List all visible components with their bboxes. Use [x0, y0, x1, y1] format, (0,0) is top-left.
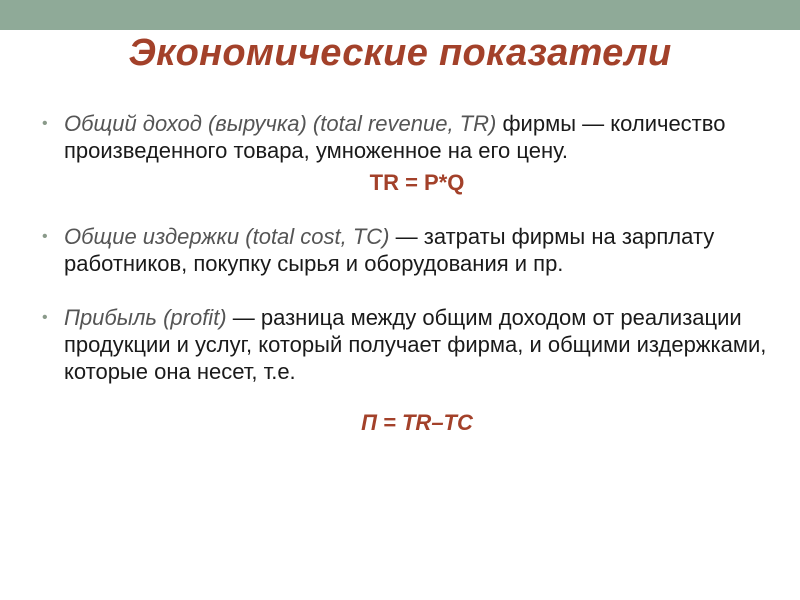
slide-title: Экономические показатели — [128, 32, 672, 74]
bullet-dot-icon: • — [42, 115, 48, 132]
definition-profit: — разница между общим доходом от реализации продукции и услуг, который получает фирма, и общими издержками, которые она несет, т.е. — [64, 305, 767, 384]
bullet-profit — [40, 304, 770, 385]
top-decorative-band — [0, 0, 800, 30]
formula-profit: П = TR–TC — [361, 410, 473, 435]
bullet-dot-icon: • — [42, 228, 48, 245]
slide-body — [40, 110, 770, 436]
definition-total-cost: — затраты фирмы на зарплату работников, покупку сырья и оборудования и пр. — [64, 224, 715, 276]
formula-revenue: TR = P*Q — [369, 170, 465, 195]
term-total-cost: Общие издержки (total cost, TC) — [64, 224, 390, 249]
term-total-revenue: Общий доход (выручка) (total revenue, TR) — [64, 111, 497, 136]
bullet-total-revenue — [40, 110, 770, 164]
bullet-dot-icon: • — [42, 309, 48, 326]
spacer — [40, 277, 770, 304]
term-profit: Прибыль (profit) — [64, 305, 227, 330]
definition-total-revenue: фирмы — количество произведенного товара, умноженное на его цену. — [64, 111, 726, 163]
bullet-total-cost — [40, 223, 770, 277]
